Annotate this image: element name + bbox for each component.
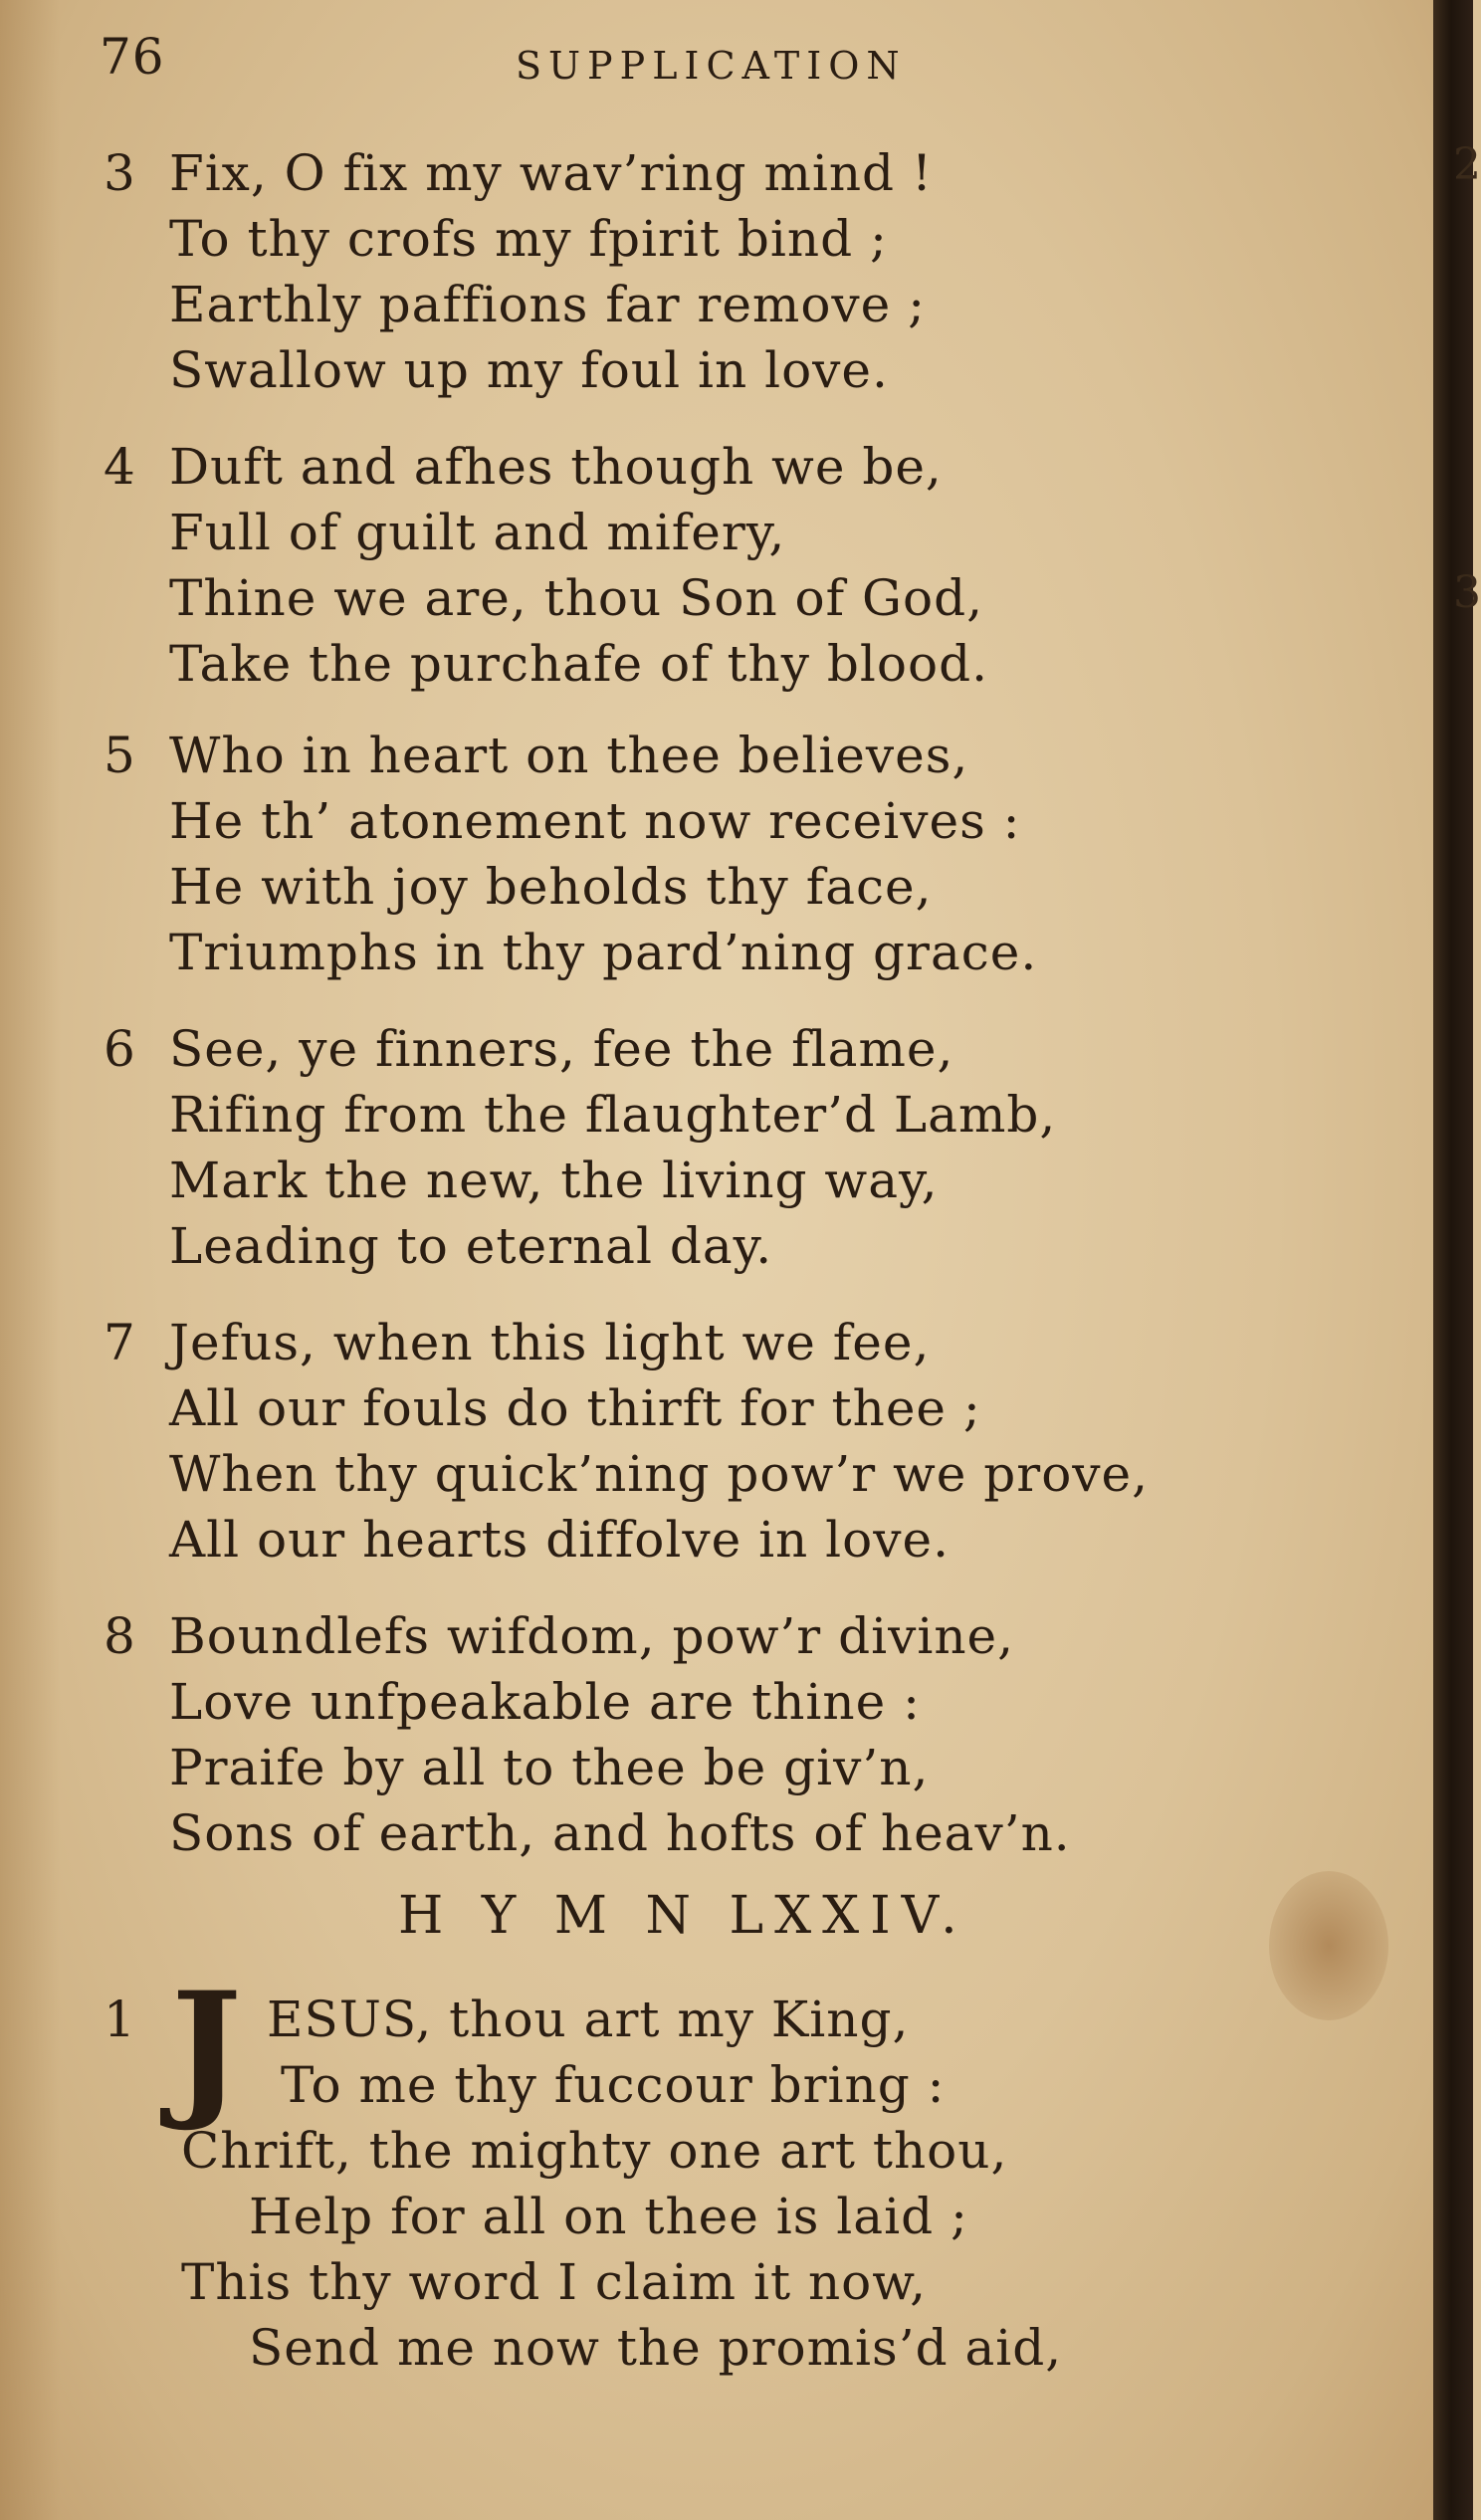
verse-line: He with joy beholds thy face, bbox=[169, 858, 933, 916]
verse-line: Fix, O fix my wav’ring mind ! bbox=[169, 144, 934, 202]
margin-mark: 3 bbox=[1453, 567, 1481, 618]
verse-line: Love unfpeakable are thine : bbox=[169, 1673, 921, 1731]
verse-line: Chrift, the mighty one art thou, bbox=[181, 2122, 1008, 2180]
verse-number: 5 bbox=[104, 727, 135, 784]
verse-line: Jefus, when this light we fee, bbox=[169, 1314, 931, 1371]
verse-line: Mark the new, the living way, bbox=[169, 1152, 939, 1209]
verse-number: 3 bbox=[104, 144, 135, 202]
verse-line: To me thy fuccour bring : bbox=[281, 2056, 946, 2114]
verse-line: Help for all on thee is laid ; bbox=[249, 2188, 968, 2245]
verse-line: Duft and afhes though we be, bbox=[169, 438, 943, 496]
margin-mark: 2 bbox=[1453, 139, 1481, 190]
verse-line: All our fouls do thirft for thee ; bbox=[169, 1379, 981, 1437]
verse-line: ESUS, thou art my King, bbox=[267, 1991, 910, 2048]
hymn-title: H Y M N LXXIV. bbox=[398, 1886, 968, 1946]
verse-line: Who in heart on thee believes, bbox=[169, 727, 969, 784]
verse-line: All our hearts diffolve in love. bbox=[169, 1511, 950, 1569]
verse-line: Sons of earth, and hofts of heav’n. bbox=[169, 1804, 1071, 1862]
verse-line: Praife by all to thee be giv’n, bbox=[169, 1739, 930, 1796]
verse-line: Send me now the promis’d aid, bbox=[249, 2319, 1063, 2377]
verse-line: This thy word I claim it now, bbox=[181, 2253, 928, 2311]
verse-line: When thy quick’ning pow’r we prove, bbox=[169, 1445, 1150, 1503]
verse-number: 1 bbox=[104, 1991, 135, 2048]
verse-line: Rifing from the flaughter’d Lamb, bbox=[169, 1086, 1057, 1144]
verse-line: To thy crofs my fpirit bind ; bbox=[169, 210, 888, 268]
page-header bbox=[0, 28, 1433, 98]
verse-number: 8 bbox=[104, 1607, 135, 1665]
verse-line: Swallow up my foul in love. bbox=[169, 341, 889, 399]
verse-line: Leading to eternal day. bbox=[169, 1217, 773, 1275]
verse-line: See, ye finners, fee the flame, bbox=[169, 1020, 954, 1078]
verse-line: Full of guilt and mifery, bbox=[169, 504, 786, 561]
verse-number: 6 bbox=[104, 1020, 135, 1078]
verse-number: 4 bbox=[104, 438, 135, 496]
verse-line: Triumphs in thy pard’ning grace. bbox=[169, 924, 1038, 981]
verse-line: Thine we are, thou Son of God, bbox=[169, 569, 983, 627]
verse-line: Earthly paffions far remove ; bbox=[169, 276, 927, 333]
verse-line: Take the purchafe of thy blood. bbox=[169, 635, 988, 693]
verse-line: Boundlefs wifdom, pow’r divine, bbox=[169, 1607, 1015, 1665]
verse-line: He th’ atonement now receives : bbox=[169, 792, 1021, 850]
paper-stain bbox=[1269, 1871, 1388, 2020]
drop-cap: J bbox=[171, 1960, 242, 2135]
page-number: 76 bbox=[100, 28, 165, 86]
book-spine bbox=[1433, 0, 1473, 2520]
running-head: SUPPLICATION bbox=[516, 44, 907, 88]
verse-number: 7 bbox=[104, 1314, 135, 1371]
